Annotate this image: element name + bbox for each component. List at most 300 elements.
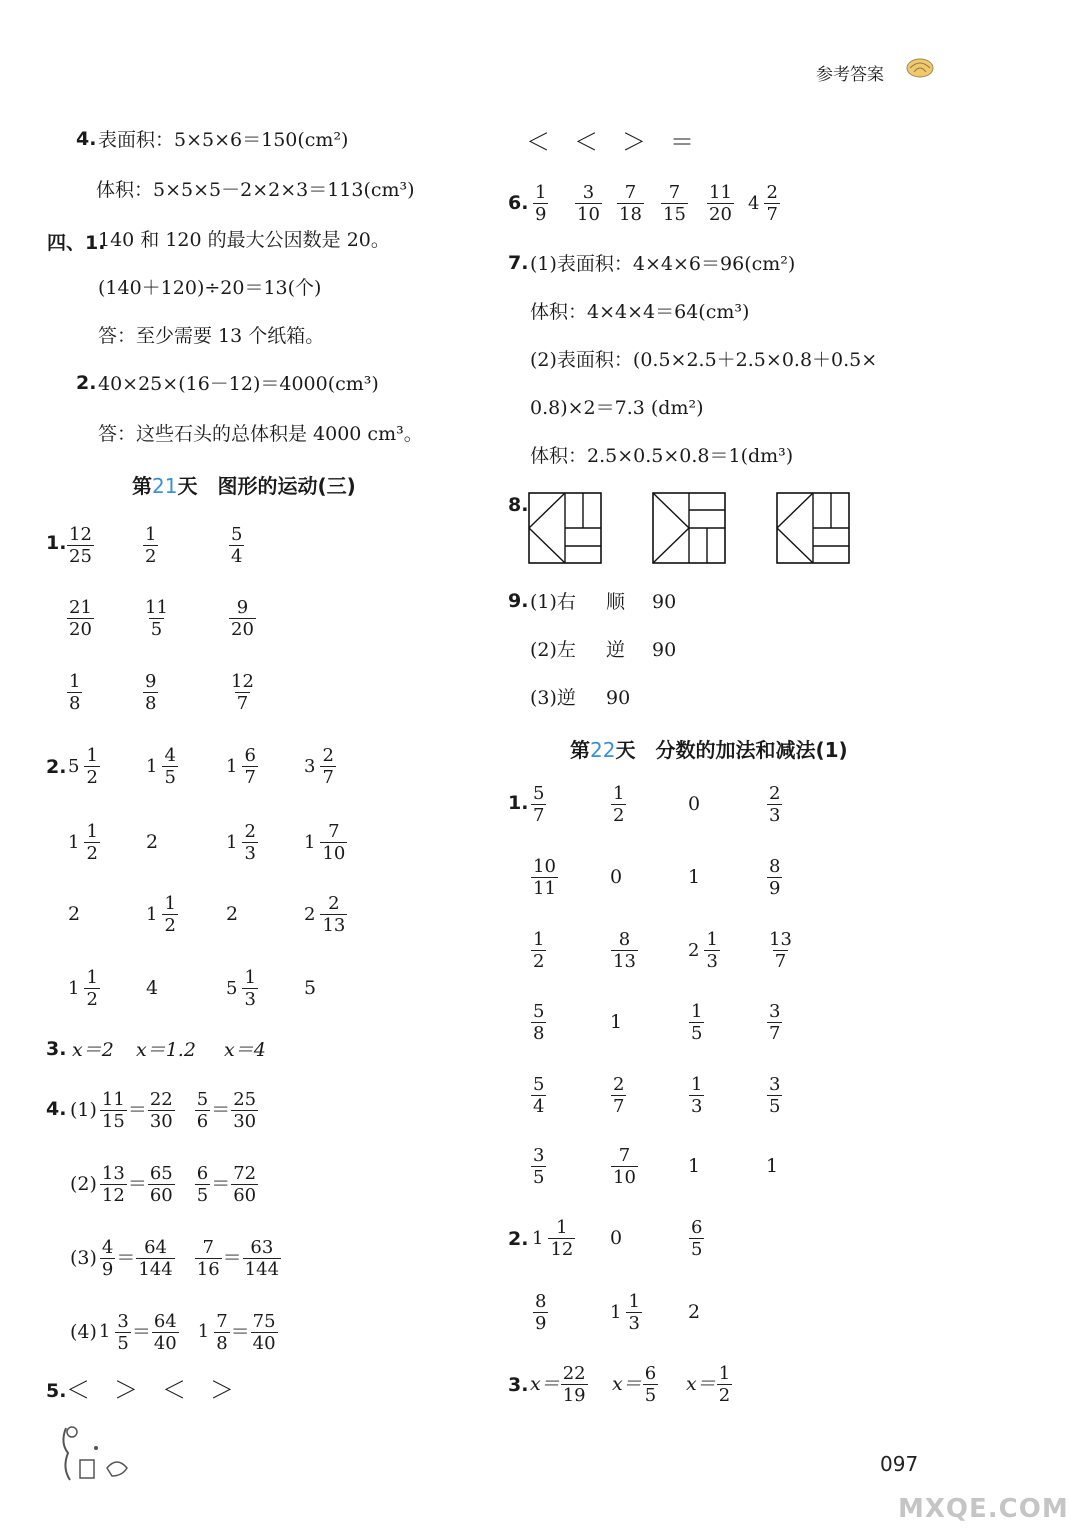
value: 1 — [688, 866, 701, 888]
denominator: 5 — [164, 766, 176, 788]
question-number: 7. — [508, 252, 529, 274]
denominator: 20 — [69, 618, 92, 640]
numerator: 1 — [69, 670, 81, 692]
numerator: 4 — [164, 744, 176, 766]
day-number: 21 — [152, 474, 178, 498]
fraction — [143, 597, 170, 640]
numerator: 6 — [644, 1362, 657, 1384]
denominator: 25 — [69, 545, 92, 567]
numerator: 7 — [618, 1144, 631, 1166]
denominator: 10 — [322, 842, 346, 864]
fraction — [231, 1163, 258, 1206]
question-number: 1. — [508, 792, 529, 814]
denominator: 2 — [145, 545, 157, 567]
whole-part: 1 — [532, 1227, 544, 1249]
rotation-figure-1 — [528, 492, 604, 564]
equation: x＝2 — [72, 1039, 114, 1061]
fraction — [229, 671, 256, 714]
denominator: 7 — [613, 1095, 625, 1117]
numerator: 8 — [769, 855, 781, 877]
answer-line: (140＋120)÷20＝13(个) — [98, 277, 322, 299]
part-label: (1) — [70, 1099, 97, 1121]
header-label: 参考答案 — [816, 65, 884, 85]
denominator: 8 — [69, 692, 81, 714]
whole-part: 1 — [146, 903, 158, 925]
numerator: 22 — [149, 1088, 173, 1110]
day-topic: 天 图形的运动(三) — [177, 474, 356, 498]
fraction — [767, 929, 794, 972]
fraction — [195, 1237, 222, 1280]
equation — [612, 1363, 659, 1406]
variable: x＝ — [686, 1373, 716, 1395]
fraction — [152, 1311, 179, 1354]
denominator: 15 — [101, 1110, 125, 1132]
value: 0 — [610, 1227, 623, 1249]
fraction — [531, 929, 546, 972]
variable: x＝ — [612, 1373, 642, 1395]
mixed-number — [99, 1311, 132, 1354]
question-number: 2. — [508, 1228, 529, 1250]
denominator: 5 — [644, 1384, 657, 1406]
denominator: 9 — [769, 877, 781, 899]
answer-line: 逆 — [606, 639, 626, 661]
denominator: 5 — [691, 1238, 703, 1260]
mixed-number — [226, 745, 259, 788]
equation — [686, 1363, 733, 1406]
fraction — [767, 1001, 782, 1044]
answer-line: (2)表面积：(0.5×2.5＋2.5×0.8＋0.5× — [530, 349, 878, 371]
answer-line: 答：这些石头的总体积是 4000 cm³。 — [98, 423, 423, 445]
denominator: 144 — [138, 1258, 173, 1280]
question-number: 6. — [508, 192, 529, 214]
denominator: 5 — [769, 1095, 781, 1117]
question-number: 4. — [76, 128, 97, 150]
fraction — [611, 1074, 626, 1117]
mixed-number — [226, 967, 259, 1010]
denominator: 8 — [533, 1022, 545, 1044]
shell-icon — [902, 56, 936, 80]
fraction — [611, 783, 626, 826]
denominator: 8 — [145, 692, 157, 714]
fraction — [320, 821, 347, 864]
fraction — [136, 1237, 174, 1280]
question-number: 3. — [46, 1038, 67, 1060]
denominator: 7 — [244, 766, 256, 788]
question-number: 1. — [46, 532, 67, 554]
mixed-number — [68, 967, 101, 1010]
numerator: 63 — [250, 1236, 274, 1258]
question-number: 9. — [508, 590, 529, 612]
fraction — [707, 182, 734, 225]
whole-part: 1 — [68, 831, 80, 853]
equals-sign: ＝ — [230, 1321, 250, 1343]
denominator: 3 — [769, 804, 781, 826]
numerator: 65 — [149, 1162, 173, 1184]
numerator: 11 — [709, 181, 732, 203]
mixed-number — [532, 1217, 576, 1260]
mixed-number — [610, 1291, 643, 1334]
whole-part: 1 — [226, 755, 238, 777]
equals-sign: ＝ — [131, 1321, 151, 1343]
numerator: 64 — [153, 1310, 177, 1332]
question-number: 2. — [46, 756, 67, 778]
denominator: 2 — [86, 842, 98, 864]
numerator: 1 — [691, 1073, 703, 1095]
fraction — [643, 1363, 658, 1406]
fraction — [531, 856, 558, 899]
numerator: 6 — [244, 744, 256, 766]
day-prefix: 第 — [132, 474, 152, 498]
section-number: 四、1. — [47, 232, 106, 254]
fraction — [320, 745, 335, 788]
numerator: 2 — [613, 1073, 625, 1095]
denominator: 9 — [535, 1312, 547, 1334]
mixed-number — [146, 893, 179, 936]
numerator: 6 — [691, 1216, 703, 1238]
mixed-number — [68, 821, 101, 864]
denominator: 2 — [718, 1384, 731, 1406]
equation — [99, 1311, 180, 1354]
numerator: 7 — [668, 181, 681, 203]
numerator: 9 — [145, 670, 157, 692]
numerator: 4 — [101, 1236, 114, 1258]
fraction — [242, 967, 257, 1010]
equation — [194, 1163, 259, 1206]
rotation-figure-3 — [776, 492, 852, 564]
denominator: 3 — [244, 842, 256, 864]
whole-part: 2 — [688, 939, 700, 961]
numerator: 1 — [628, 1290, 640, 1312]
whole-part: 1 — [146, 755, 158, 777]
denominator: 3 — [244, 988, 256, 1010]
numerator: 9 — [236, 596, 249, 618]
denominator: 10 — [577, 203, 600, 225]
denominator: 7 — [766, 203, 778, 225]
fraction — [251, 1311, 278, 1354]
numerator: 1 — [556, 1216, 568, 1238]
denominator: 3 — [706, 950, 718, 972]
fraction — [67, 524, 94, 567]
answer-line: 0.8)×2＝7.3 (dm²) — [530, 397, 704, 419]
value: 2 — [146, 831, 159, 853]
equation-row — [70, 1237, 282, 1280]
numerator: 2 — [769, 782, 781, 804]
denominator: 7 — [769, 1022, 781, 1044]
denominator: 60 — [149, 1184, 173, 1206]
fraction — [531, 1074, 546, 1117]
numerator: 1 — [145, 523, 157, 545]
answer-line: 表面积：5×5×6＝150(cm²) — [98, 129, 349, 151]
denominator: 60 — [233, 1184, 257, 1206]
denominator: 5 — [691, 1022, 703, 1044]
answer-line: 90 — [652, 639, 677, 661]
equation — [194, 1237, 282, 1280]
equals-sign: ＝ — [211, 1099, 231, 1121]
comparison-answers: ＜ ＜ ＞ ＝ — [526, 128, 694, 156]
fraction — [67, 597, 94, 640]
numerator: 3 — [533, 1144, 545, 1166]
question-number: 4. — [46, 1098, 67, 1120]
answer-line: 40×25×(16－12)＝4000(cm³) — [98, 373, 379, 395]
fraction — [162, 893, 177, 936]
mixed-number — [304, 893, 348, 936]
denominator: 4 — [231, 545, 243, 567]
fraction — [243, 1237, 281, 1280]
fraction — [100, 1237, 115, 1280]
numerator: 12 — [231, 670, 254, 692]
numerator: 1 — [86, 966, 98, 988]
comparison-answers: ＜ ＞ ＜ ＞ — [66, 1376, 234, 1404]
fraction — [575, 182, 602, 225]
fraction — [533, 1291, 548, 1334]
day-22-title — [570, 734, 848, 763]
fraction — [689, 1217, 704, 1260]
denominator: 30 — [233, 1110, 257, 1132]
mixed-number — [748, 182, 781, 225]
value: 2 — [226, 903, 239, 925]
answer-line: 140 和 120 的最大公因数是 20。 — [98, 229, 390, 251]
fraction — [661, 182, 688, 225]
equation — [194, 1089, 259, 1132]
answer-line: (3)逆 — [530, 687, 576, 709]
answer-line: 90 — [606, 687, 631, 709]
fraction — [242, 821, 257, 864]
equation-row — [70, 1163, 259, 1206]
fraction — [84, 967, 99, 1010]
answer-line: 90 — [652, 591, 677, 613]
watermark: MXQE.COM — [898, 1494, 1069, 1524]
numerator: 5 — [533, 782, 545, 804]
value: 5 — [304, 977, 317, 999]
value: 0 — [688, 793, 701, 815]
denominator: 9 — [535, 203, 547, 225]
equals-sign: ＝ — [127, 1099, 147, 1121]
denominator: 40 — [153, 1332, 177, 1354]
fraction — [611, 929, 638, 972]
denominator: 13 — [322, 914, 346, 936]
numerator: 7 — [216, 1310, 228, 1332]
numerator: 1 — [86, 744, 98, 766]
numerator: 2 — [322, 744, 334, 766]
fraction — [67, 671, 82, 714]
fraction — [561, 1363, 588, 1406]
denominator: 11 — [533, 877, 556, 899]
denominator: 7 — [236, 692, 249, 714]
fraction — [229, 597, 256, 640]
day-prefix: 第 — [570, 738, 590, 762]
page-number: 097 — [880, 1452, 919, 1476]
denominator: 2 — [164, 914, 176, 936]
fraction — [84, 821, 99, 864]
numerator: 7 — [624, 181, 637, 203]
denominator: 12 — [101, 1184, 125, 1206]
denominator: 16 — [196, 1258, 220, 1280]
numerator: 13 — [101, 1162, 125, 1184]
question-number: 3. — [508, 1374, 529, 1396]
fraction — [143, 524, 158, 567]
numerator: 72 — [233, 1162, 257, 1184]
equation: x＝1.2 — [136, 1039, 196, 1061]
fraction — [242, 745, 257, 788]
question-number: 5. — [46, 1380, 67, 1402]
day-21-title — [132, 470, 356, 499]
equals-sign: ＝ — [222, 1247, 242, 1269]
numerator: 8 — [618, 928, 631, 950]
fraction — [231, 1089, 258, 1132]
equation-row — [70, 1089, 259, 1132]
fraction — [717, 1363, 732, 1406]
denominator: 2 — [86, 988, 98, 1010]
numerator: 1 — [86, 820, 98, 842]
fraction — [320, 893, 347, 936]
numerator: 7 — [202, 1236, 214, 1258]
numerator: 3 — [769, 1073, 781, 1095]
fraction — [533, 182, 548, 225]
value: 2 — [68, 903, 81, 925]
numerator: 13 — [769, 928, 792, 950]
fraction — [704, 929, 719, 972]
fraction — [214, 1311, 229, 1354]
equals-sign: ＝ — [127, 1173, 147, 1195]
equation — [99, 1237, 176, 1280]
value: 1 — [688, 1155, 701, 1177]
whole-part: 1 — [226, 831, 238, 853]
numerator: 3 — [582, 181, 595, 203]
numerator: 10 — [533, 855, 556, 877]
equation: x＝4 — [224, 1039, 266, 1061]
fraction — [115, 1311, 130, 1354]
fraction — [195, 1089, 210, 1132]
whole-part: 3 — [304, 755, 316, 777]
answer-line: 体积：5×5×5－2×2×3＝113(cm³) — [96, 179, 415, 201]
numerator: 11 — [101, 1088, 125, 1110]
denominator: 19 — [562, 1384, 586, 1406]
equation — [99, 1163, 176, 1206]
part-label: (2) — [70, 1173, 97, 1195]
mixed-number — [226, 821, 259, 864]
denominator: 7 — [774, 950, 787, 972]
denominator: 2 — [533, 950, 545, 972]
fraction — [148, 1089, 175, 1132]
denominator: 8 — [216, 1332, 228, 1354]
equals-sign: ＝ — [211, 1173, 231, 1195]
numerator: 21 — [69, 596, 92, 618]
denominator: 144 — [244, 1258, 280, 1280]
numerator: 1 — [244, 966, 256, 988]
denominator: 2 — [86, 766, 98, 788]
rotation-figure-2 — [652, 492, 728, 564]
answer-line: 答：至少需要 13 个纸箱。 — [98, 325, 325, 347]
value: 1 — [766, 1155, 779, 1177]
fraction — [531, 783, 546, 826]
fraction — [229, 524, 244, 567]
numerator: 1 — [613, 782, 625, 804]
cartoon-decoration-icon — [52, 1418, 142, 1488]
fraction — [100, 1089, 127, 1132]
fraction — [162, 745, 177, 788]
mixed-number — [304, 821, 348, 864]
fraction — [767, 1074, 782, 1117]
whole-part: 1 — [610, 1301, 622, 1323]
day-topic: 天 分数的加法和减法(1) — [615, 738, 848, 762]
answer-line: (1)右 — [530, 591, 576, 613]
fraction — [626, 1291, 641, 1334]
fraction — [148, 1163, 175, 1206]
numerator: 1 — [718, 1362, 731, 1384]
denominator: 40 — [252, 1332, 276, 1354]
denominator: 10 — [613, 1166, 636, 1188]
fraction — [531, 1001, 546, 1044]
mixed-number — [304, 745, 337, 788]
denominator: 6 — [196, 1110, 209, 1132]
denominator: 7 — [322, 766, 334, 788]
fraction — [689, 1001, 704, 1044]
numerator: 1 — [533, 928, 545, 950]
mixed-number — [68, 745, 101, 788]
numerator: 5 — [231, 523, 243, 545]
denominator: 3 — [628, 1312, 640, 1334]
denominator: 12 — [550, 1238, 574, 1260]
denominator: 5 — [533, 1166, 545, 1188]
numerator: 1 — [535, 181, 547, 203]
mixed-number — [146, 745, 179, 788]
numerator: 2 — [328, 892, 340, 914]
denominator: 9 — [101, 1258, 114, 1280]
equation — [530, 1363, 589, 1406]
numerator: 64 — [144, 1236, 168, 1258]
numerator: 75 — [252, 1310, 276, 1332]
whole-part: 2 — [304, 903, 316, 925]
numerator: 25 — [233, 1088, 257, 1110]
fraction — [764, 182, 779, 225]
question-number: 8. — [508, 494, 529, 516]
value: 1 — [610, 1011, 623, 1033]
whole-part: 5 — [226, 977, 238, 999]
fraction — [84, 745, 99, 788]
equation-row — [70, 1311, 279, 1354]
numerator: 2 — [244, 820, 256, 842]
fraction — [689, 1074, 704, 1117]
fraction — [100, 1163, 127, 1206]
whole-part: 1 — [304, 831, 316, 853]
fraction — [531, 1145, 546, 1188]
part-label: (4) — [70, 1321, 97, 1343]
answer-line: (2)左 — [530, 639, 576, 661]
value: 2 — [688, 1301, 701, 1323]
denominator: 30 — [149, 1110, 173, 1132]
numerator: 3 — [769, 1000, 781, 1022]
mixed-number — [688, 929, 721, 972]
question-number: 2. — [76, 372, 97, 394]
whole-part: 1 — [98, 1321, 111, 1342]
numerator: 1 — [691, 1000, 703, 1022]
numerator: 5 — [533, 1073, 545, 1095]
fraction — [767, 783, 782, 826]
whole-part: 1 — [197, 1321, 210, 1342]
numerator: 22 — [562, 1362, 586, 1384]
fraction — [143, 671, 158, 714]
variable: x＝ — [530, 1373, 560, 1395]
equals-sign: ＝ — [116, 1247, 136, 1269]
answer-line: (1)表面积：4×4×6＝96(cm²) — [530, 253, 796, 275]
numerator: 2 — [766, 181, 778, 203]
denominator: 7 — [533, 804, 545, 826]
denominator: 15 — [663, 203, 686, 225]
denominator: 5 — [150, 618, 163, 640]
fraction — [548, 1217, 575, 1260]
denominator: 5 — [117, 1332, 129, 1354]
denominator: 18 — [619, 203, 642, 225]
